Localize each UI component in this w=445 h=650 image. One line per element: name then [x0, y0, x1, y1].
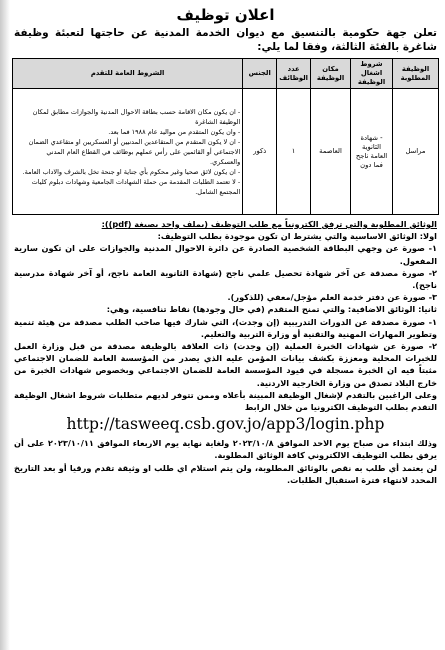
condition-item: - ان يكون مكان الاقامة حسب بطاقة الاحوال المدنية والجوازات مطابق لمكان الوظيفة الشاغرة: [32, 107, 241, 126]
cell-conditions: [13, 89, 243, 215]
header-count: عدد الوظائف: [277, 59, 311, 89]
application-dates: وذلك ابتداء من صباح يوم الاحد الموافق ٢٠٢٣/١٠/٨ ولغاية نهاية يوم الاربعاء الموافق ٢٠٢٣/١٠/١١ على أن يرفق بطلب التوظيف الالكتروني كافة الوثائق المطلوبة.: [14, 438, 437, 461]
basic-doc-item: ١- صورة عن وجهي البطاقة الشخصية الصادرة عن دائرة الاحوال المدنية والجوازات على ان تكون سارية المفعول.: [14, 243, 437, 266]
extra-doc-item: ١- صورة مصدقة عن الدورات التدريبية (إن وجدت)، التي شارك فيها صاحب الطلب مصدقة من هيئة تنمية وتطوير المهارات المهنية والتقنية أو وزارة التربية والتعليم.: [14, 316, 437, 339]
scan-edge-strip: [0, 0, 10, 650]
announcement-footer: [14, 437, 437, 486]
cell-job: مراسل: [393, 89, 439, 215]
job-table-row: [13, 89, 439, 215]
header-job: الوظيفة المطلوبة: [393, 59, 439, 89]
job-table: [12, 58, 439, 215]
announcement-body: [14, 218, 437, 413]
basic-docs-heading: اولا: الوثائق الاساسية والتي يشترط ان تكون موجودة بطلب التوظيف:: [157, 231, 437, 242]
header-location: مكان الوظيفة: [311, 59, 351, 89]
header-conditions: الشروط العامة للتقدم: [13, 59, 243, 89]
condition-item: - ان لا يكون المتقدم من المتقاعدين المدنيين أو العسكريين او متقاعدي الضمان الاجتماعي أو القائمين على رأس عملهم بوظائف في القطاع العام المدني والعسكري.: [28, 137, 241, 166]
announcement-title: اعلان توظيف: [176, 6, 275, 24]
extra-docs-heading: ثانيا: الوثائق الاضافية: والتي تمنح المتقدم (في حال وجودها) نقاط تنافسية، وهي:: [106, 304, 437, 315]
job-table-header-row: [13, 59, 439, 89]
application-link[interactable]: http://tasweeq.csb.gov.jo/app3/login.php: [66, 415, 385, 434]
cell-gender: ذكور: [243, 89, 277, 215]
cell-location: العاصمة: [311, 89, 351, 215]
cell-count: ١: [277, 89, 311, 215]
cell-qualifications: - شهادة الثانوية العامة ناجح فما دون: [351, 89, 393, 215]
announcement-intro: تعلن جهة حكومية بالتنسيق مع ديوان الخدمة المدنية عن حاجتها لتعبئة وظيفة شاغرة بالفئة الثالثة، وفقا لما يلي:: [14, 27, 437, 53]
basic-doc-item: ٢- صورة مصدقة عن آخر شهادة تحصيل علمي ناجح (شهادة الثانوية العامة ناجح، أو آخر شهادة مدرسية ناجح).: [14, 267, 437, 291]
extra-doc-item: ٢- صورة عن شهادات الخبرة العملية (إن وجدت) ذات العلاقة بالوظيفة مصدقة من قبل وزارة العمل للخبرات المحلية ومعززة بكشف بيانات المؤمن عليه الذي يصدر من المؤسسة العامة للضمان الاجتماعي مثبتاً فيه ان الخبرة مسجلة في قيود المؤسسة العامة للضمان الاجتماعي وبخصوص شهادات الخبرة من خارج البلاد تصدق من وزارة الخارجية الاردنية.: [14, 341, 437, 388]
condition-item: - وان يكون المتقدم من مواليد عام ١٩٨٨ فما بعد.: [108, 127, 241, 136]
basic-doc-item: ٣- صورة عن دفتر خدمة العلم مؤجل/معفي (للذكور).: [227, 292, 437, 303]
header-qualifications: شروط اشغال الوظيفة: [351, 59, 393, 89]
condition-item: - لا تعتمد الطلبات المقدمة من حملة الشهادات الجامعية وشهادات دبلوم كليات المجتمع الشامل.: [31, 177, 241, 196]
docs-intro: الوثائق المطلوبة والتي ترفق الكترونياً مع طلب التوظيف (بملف واحد بصيغة (pdf)):: [101, 219, 437, 229]
condition-item: - ان يكون لائق صحيا وغير محكوم بأي جناية او جنحة تخل بالشرف والاداب العامة.: [22, 167, 241, 176]
rejection-note: لن يعتمد أي طلب به نقص بالوثائق المطلوبة، ولن يتم استلام اي طلب او وثيقة تقدم ورقيا أو بعد التاريخ المحدد لانتهاء فترة استقبال الطلبات.: [14, 462, 437, 485]
apply-instructions: وعلى الراغبين بالتقدم لإشغال الوظيفة المبينة بأعلاه وممن تتوفر لديهم متطلبات شروط اشغال الوظيفة التقدم بطلب التوظيف الكترونيا من خلال الرابط: [14, 389, 437, 413]
header-gender: الجنس: [243, 59, 277, 89]
